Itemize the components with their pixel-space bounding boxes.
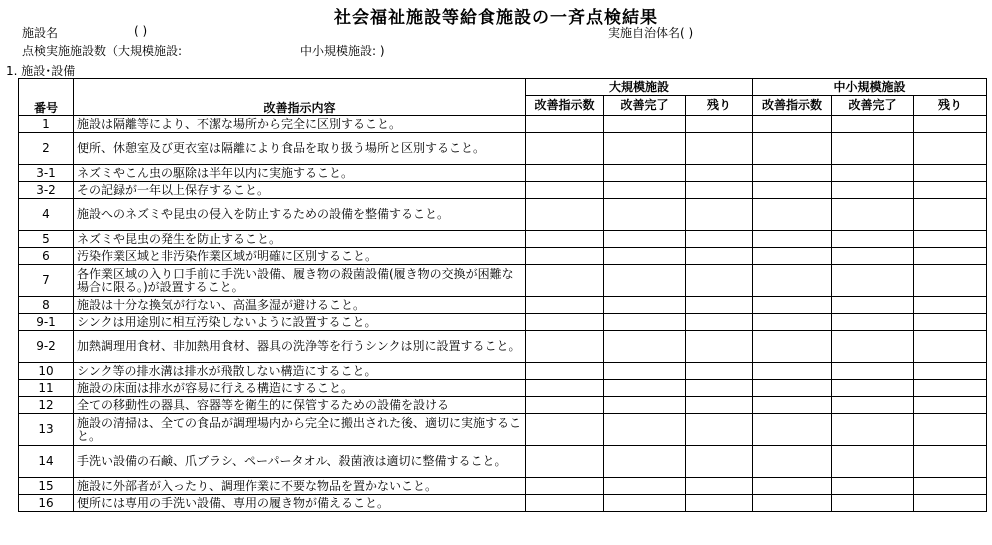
table-row: [19, 446, 987, 478]
large-remaining-cell[interactable]: [686, 380, 753, 397]
small-done-cell[interactable]: [832, 133, 914, 165]
section-heading: 1. 施設･設備: [6, 64, 76, 78]
small-instructed-cell[interactable]: [753, 199, 832, 231]
small-instructed-cell[interactable]: [753, 265, 832, 297]
large-instructed-cell[interactable]: [526, 314, 604, 331]
table-row: [19, 331, 987, 363]
small-done-cell[interactable]: [832, 380, 914, 397]
table-row: [19, 182, 987, 199]
large-remaining-cell[interactable]: [686, 331, 753, 363]
table-row: [19, 478, 987, 495]
large-remaining-cell[interactable]: [686, 446, 753, 478]
table-row: [19, 133, 987, 165]
large-remaining-cell[interactable]: [686, 182, 753, 199]
group-header-row: [19, 79, 987, 96]
small-done-cell[interactable]: [832, 495, 914, 512]
small-instructed-cell[interactable]: [753, 478, 832, 495]
large-remaining-cell[interactable]: [686, 314, 753, 331]
small-remaining-cell[interactable]: [914, 478, 987, 495]
large-instructed-cell[interactable]: [526, 199, 604, 231]
large-instructed-cell[interactable]: [526, 297, 604, 314]
large-remaining-cell[interactable]: [686, 199, 753, 231]
small-instructed-cell[interactable]: [753, 397, 832, 414]
table-row: [19, 414, 987, 446]
large-remaining-cell[interactable]: [686, 397, 753, 414]
small-remaining-cell[interactable]: [914, 231, 987, 248]
large-instructed-cell[interactable]: [526, 478, 604, 495]
small-remaining-cell[interactable]: [914, 397, 987, 414]
small-done-cell[interactable]: [832, 363, 914, 380]
facility-name-label: 施設名: [22, 26, 59, 40]
large-remaining-cell[interactable]: [686, 414, 753, 446]
page-title: 社会福祉施設等給食施設の一斉点検結果: [334, 8, 658, 28]
large-instructed-cell[interactable]: [526, 380, 604, 397]
small-instructed-cell[interactable]: [753, 297, 832, 314]
small-instructed-cell[interactable]: [753, 231, 832, 248]
small-scale-count-label: 中小規模施設: ): [300, 44, 385, 58]
large-done-cell[interactable]: [604, 414, 686, 446]
small-done-cell[interactable]: [832, 314, 914, 331]
large-remaining-cell[interactable]: [686, 478, 753, 495]
small-remaining-cell[interactable]: [914, 165, 987, 182]
row-instruction-text: シンクは用途別に相互汚染しないように設置すること。: [74, 314, 526, 331]
small-done-cell[interactable]: [832, 199, 914, 231]
small-instructed-cell[interactable]: [753, 414, 832, 446]
row-instruction-text: シンク等の排水溝は排水が飛散しない構造にすること。: [74, 363, 526, 380]
small-instructed-cell[interactable]: [753, 495, 832, 512]
table-row: [19, 165, 987, 182]
municipality-label: 実施自治体名( ): [608, 26, 694, 40]
group-header-large: 大規模施設: [526, 79, 753, 96]
large-instructed-cell[interactable]: [526, 165, 604, 182]
table-row: [19, 363, 987, 380]
small-instructed-cell[interactable]: [753, 182, 832, 199]
small-done-cell[interactable]: [832, 297, 914, 314]
large-done-cell[interactable]: [604, 314, 686, 331]
row-instruction-text: 便所、休憩室及び更衣室は隔離により食品を取り扱う場所と区別すること。: [74, 133, 526, 165]
large-remaining-cell[interactable]: [686, 231, 753, 248]
large-remaining-cell[interactable]: [686, 133, 753, 165]
small-done-cell[interactable]: [832, 182, 914, 199]
small-remaining-cell[interactable]: [914, 331, 987, 363]
large-done-cell[interactable]: [604, 248, 686, 265]
row-instruction-text: 施設に外部者が入ったり、調理作業に不要な物品を置かないこと。: [74, 478, 526, 495]
table-row: [19, 314, 987, 331]
row-number: 6: [19, 248, 74, 265]
row-instruction-text: 各作業区域の入り口手前に手洗い設備、履き物の殺菌設備(履き物の交換が困難な場合に限る。)が設置すること。: [74, 265, 526, 297]
large-instructed-cell[interactable]: [526, 331, 604, 363]
row-number: 10: [19, 363, 74, 380]
small-done-cell[interactable]: [832, 231, 914, 248]
large-instructed-cell[interactable]: [526, 414, 604, 446]
small-done-cell[interactable]: [832, 265, 914, 297]
row-number: 12: [19, 397, 74, 414]
large-remaining-cell[interactable]: [686, 265, 753, 297]
row-instruction-text: 施設は十分な換気が行ない、高温多湿が避けること。: [74, 297, 526, 314]
row-instruction-text: 便所には専用の手洗い設備、専用の履き物が備えること。: [74, 495, 526, 512]
small-remaining-cell[interactable]: [914, 116, 987, 133]
row-instruction-text: その記録が一年以上保存すること。: [74, 182, 526, 199]
large-remaining-cell[interactable]: [686, 495, 753, 512]
row-number: 2: [19, 133, 74, 165]
large-remaining-cell[interactable]: [686, 248, 753, 265]
col-header-no: 番号: [19, 79, 74, 116]
large-instructed-cell[interactable]: [526, 248, 604, 265]
inspected-count-label: 点検実施施設数（大規模施設:: [22, 44, 183, 58]
small-instructed-cell[interactable]: [753, 446, 832, 478]
large-done-cell[interactable]: [604, 397, 686, 414]
row-number: 7: [19, 265, 74, 297]
small-instructed-cell[interactable]: [753, 133, 832, 165]
small-instructed-cell[interactable]: [753, 363, 832, 380]
small-remaining-cell[interactable]: [914, 199, 987, 231]
small-remaining-cell[interactable]: [914, 314, 987, 331]
small-done-cell[interactable]: [832, 116, 914, 133]
small-remaining-cell[interactable]: [914, 265, 987, 297]
large-instructed-cell[interactable]: [526, 446, 604, 478]
small-remaining-cell[interactable]: [914, 248, 987, 265]
table-row: [19, 116, 987, 133]
small-instructed-cell[interactable]: [753, 116, 832, 133]
row-number: 14: [19, 446, 74, 478]
small-remaining-cell[interactable]: [914, 495, 987, 512]
col-header-small-done: 改善完了: [832, 96, 914, 116]
row-number: 9-2: [19, 331, 74, 363]
row-number: 9-1: [19, 314, 74, 331]
large-done-cell[interactable]: [604, 363, 686, 380]
large-instructed-cell[interactable]: [526, 231, 604, 248]
large-done-cell[interactable]: [604, 116, 686, 133]
row-instruction-text: 汚染作業区域と非汚染作業区域が明確に区別すること。: [74, 248, 526, 265]
large-remaining-cell[interactable]: [686, 297, 753, 314]
row-instruction-text: 施設の清掃は、全ての食品が調理場内から完全に搬出された後、適切に実施すること。: [74, 414, 526, 446]
large-instructed-cell[interactable]: [526, 116, 604, 133]
large-instructed-cell[interactable]: [526, 363, 604, 380]
table-row: [19, 397, 987, 414]
small-done-cell[interactable]: [832, 414, 914, 446]
small-instructed-cell[interactable]: [753, 248, 832, 265]
row-number: 16: [19, 495, 74, 512]
table-row: [19, 248, 987, 265]
large-done-cell[interactable]: [604, 265, 686, 297]
table-row: [19, 231, 987, 248]
table-row: [19, 495, 987, 512]
row-instruction-text: 加熱調理用食材、非加熱用食材、器具の洗浄等を行うシンクは別に設置すること。: [74, 331, 526, 363]
large-instructed-cell[interactable]: [526, 495, 604, 512]
row-instruction-text: ネズミやこん虫の駆除は半年以内に実施すること。: [74, 165, 526, 182]
large-done-cell[interactable]: [604, 199, 686, 231]
group-header-small: 中小規模施設: [753, 79, 987, 96]
facility-name-field: ( ): [134, 24, 148, 38]
large-done-cell[interactable]: [604, 478, 686, 495]
row-instruction-text: 全ての移動性の器具、容器等を衛生的に保管するための設備を設ける: [74, 397, 526, 414]
small-done-cell[interactable]: [832, 446, 914, 478]
large-done-cell[interactable]: [604, 182, 686, 199]
large-done-cell[interactable]: [604, 133, 686, 165]
row-number: 11: [19, 380, 74, 397]
small-remaining-cell[interactable]: [914, 182, 987, 199]
row-instruction-text: 施設は隔離等により、不潔な場所から完全に区別すること。: [74, 116, 526, 133]
large-instructed-cell[interactable]: [526, 397, 604, 414]
small-remaining-cell[interactable]: [914, 446, 987, 478]
small-remaining-cell[interactable]: [914, 363, 987, 380]
col-header-content: 改善指示内容: [74, 79, 526, 116]
large-done-cell[interactable]: [604, 331, 686, 363]
col-header-small-instructed: 改善指示数: [753, 96, 832, 116]
col-header-large-remaining: 残り: [686, 96, 753, 116]
small-instructed-cell[interactable]: [753, 331, 832, 363]
col-header-large-done: 改善完了: [604, 96, 686, 116]
table-row: [19, 380, 987, 397]
row-instruction-text: 施設へのネズミや昆虫の侵入を防止するための設備を整備すること。: [74, 199, 526, 231]
row-number: 15: [19, 478, 74, 495]
row-number: 13: [19, 414, 74, 446]
large-instructed-cell[interactable]: [526, 265, 604, 297]
row-instruction-text: 手洗い設備の石鹸、爪ブラシ、ペーパータオル、殺菌液は適切に整備すること。: [74, 446, 526, 478]
row-number: 3-1: [19, 165, 74, 182]
large-done-cell[interactable]: [604, 231, 686, 248]
table-row: [19, 297, 987, 314]
small-remaining-cell[interactable]: [914, 380, 987, 397]
large-instructed-cell[interactable]: [526, 182, 604, 199]
row-number: 8: [19, 297, 74, 314]
col-header-small-remaining: 残り: [914, 96, 987, 116]
large-instructed-cell[interactable]: [526, 133, 604, 165]
inspection-table: [18, 78, 987, 512]
small-done-cell[interactable]: [832, 331, 914, 363]
small-instructed-cell[interactable]: [753, 165, 832, 182]
large-remaining-cell[interactable]: [686, 165, 753, 182]
large-done-cell[interactable]: [604, 446, 686, 478]
large-done-cell[interactable]: [604, 297, 686, 314]
row-instruction-text: ネズミや昆虫の発生を防止すること。: [74, 231, 526, 248]
row-number: 3-2: [19, 182, 74, 199]
table-row: [19, 199, 987, 231]
small-done-cell[interactable]: [832, 478, 914, 495]
small-remaining-cell[interactable]: [914, 414, 987, 446]
small-instructed-cell[interactable]: [753, 380, 832, 397]
large-remaining-cell[interactable]: [686, 363, 753, 380]
large-done-cell[interactable]: [604, 380, 686, 397]
small-done-cell[interactable]: [832, 165, 914, 182]
row-number: 4: [19, 199, 74, 231]
large-remaining-cell[interactable]: [686, 116, 753, 133]
large-done-cell[interactable]: [604, 165, 686, 182]
small-done-cell[interactable]: [832, 248, 914, 265]
small-remaining-cell[interactable]: [914, 133, 987, 165]
small-instructed-cell[interactable]: [753, 314, 832, 331]
small-remaining-cell[interactable]: [914, 297, 987, 314]
col-header-large-instructed: 改善指示数: [526, 96, 604, 116]
large-done-cell[interactable]: [604, 495, 686, 512]
row-number: 5: [19, 231, 74, 248]
row-number: 1: [19, 116, 74, 133]
row-instruction-text: 施設の床面は排水が容易に行える構造にすること。: [74, 380, 526, 397]
small-done-cell[interactable]: [832, 397, 914, 414]
table-row: [19, 265, 987, 297]
